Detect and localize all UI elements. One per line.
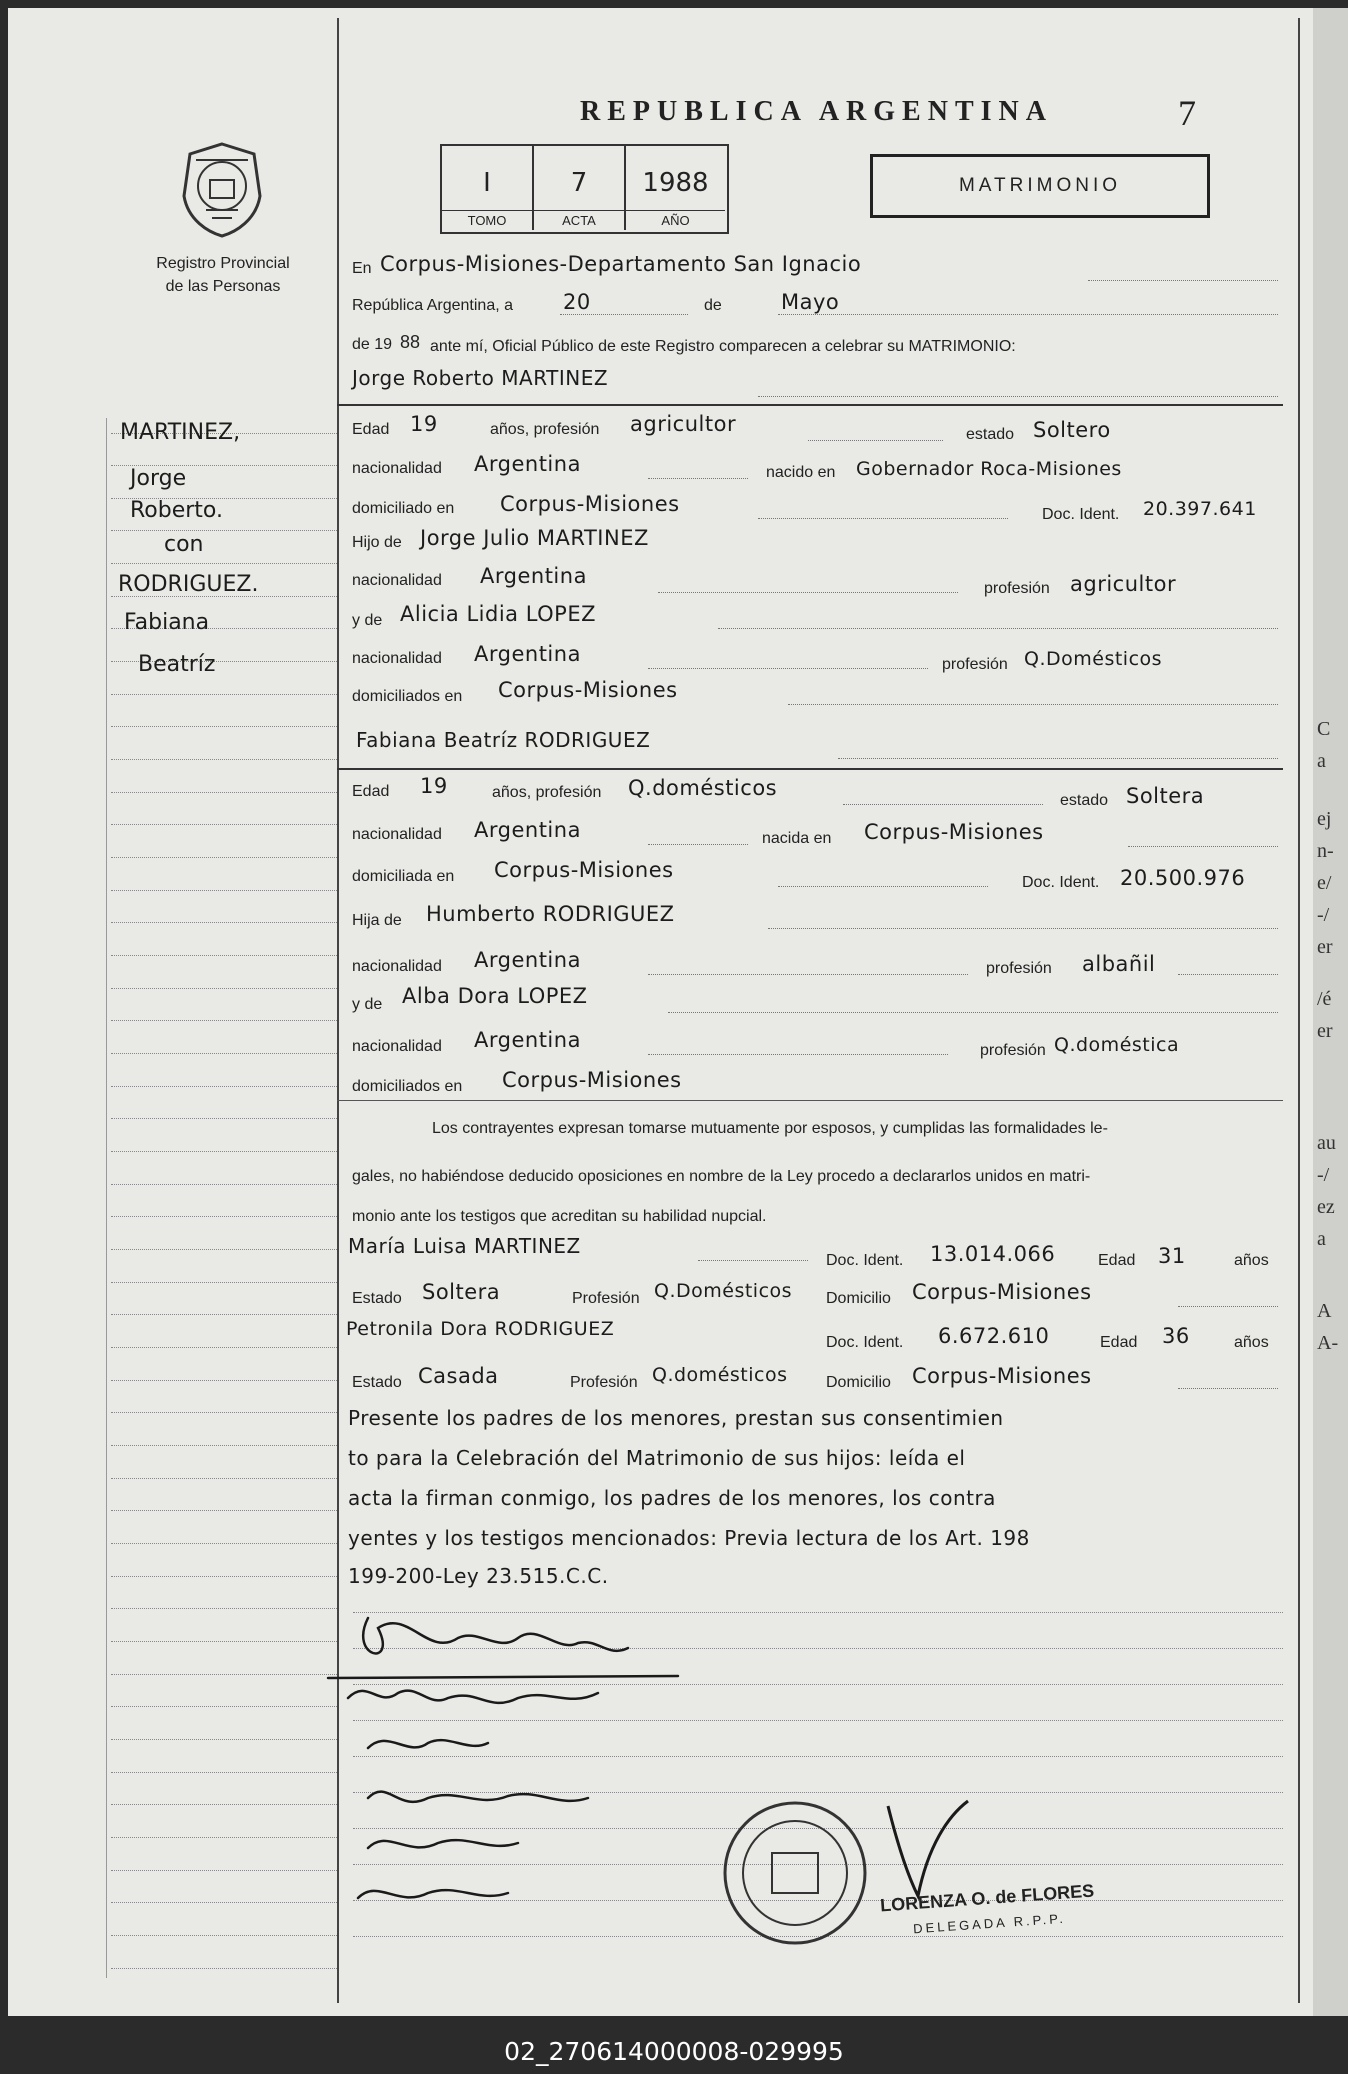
bride-nac-label: nacionalidad — [352, 826, 442, 843]
bride-domicilio: Corpus-Misiones — [494, 858, 674, 882]
org-line1: Registro Provincial — [156, 255, 290, 272]
handwritten-signatures — [308, 1598, 708, 1928]
day-value: 20 — [563, 290, 591, 314]
officer-name: LORENZA O. de FLORES — [879, 1880, 1095, 1916]
margin-note-line3: Roberto. — [130, 498, 223, 523]
bride-anos-prof-label: años, profesión — [492, 784, 602, 801]
witness1-doc-label: Doc. Ident. — [826, 1252, 904, 1269]
year-suffix: 88 — [400, 332, 421, 352]
witness1-domicilio: Corpus-Misiones — [912, 1280, 1092, 1304]
witness2-prof-label: Profesión — [570, 1374, 638, 1391]
bride-mother-nac-label: nacionalidad — [352, 1038, 442, 1055]
notes-line4: yentes y los testigos mencionados: Previa lectura de los Art. 198 — [348, 1526, 1030, 1550]
witness1-edad: 31 — [1158, 1244, 1186, 1268]
bride-edad-label: Edad — [352, 783, 390, 800]
witness2-doc: 6.672.610 — [938, 1324, 1050, 1348]
bride-father-prof-label: profesión — [986, 960, 1052, 977]
groom-nacionalidad: Argentina — [474, 452, 581, 476]
tomo-label: TOMO — [442, 210, 532, 228]
ano-cell — [626, 146, 725, 230]
officer-signature — [868, 1786, 988, 1906]
groom-dom-label: domiciliado en — [352, 500, 455, 517]
witness2-estado: Casada — [418, 1364, 499, 1388]
witness2-estado-label: Estado — [352, 1374, 402, 1391]
bride-nacida-en: Corpus-Misiones — [864, 820, 1044, 844]
groom-estado: Soltero — [1033, 418, 1111, 442]
bride-estado-label: estado — [1060, 792, 1109, 809]
bride-hija-label: Hija de — [352, 912, 402, 929]
groom-profesion: agricultor — [630, 412, 737, 436]
bride-mother-prof-label: profesión — [980, 1042, 1046, 1059]
registry-box — [440, 144, 729, 234]
bride-nacionalidad: Argentina — [474, 818, 581, 842]
en-label: En — [352, 260, 372, 277]
witness1-name: María Luisa MARTINEZ — [348, 1234, 581, 1258]
bride-parents-dom-label: domiciliados en — [352, 1078, 463, 1095]
ano-value: 1988 — [642, 168, 709, 198]
record-type-box: MATRIMONIO — [870, 154, 1210, 218]
witness2-edad-label: Edad — [1100, 1334, 1138, 1351]
bride-father-prof: albañil — [1082, 952, 1156, 976]
declaration-line3: monio ante los testigos que acreditan su habilidad nupcial. — [352, 1208, 767, 1225]
acta-label: ACTA — [534, 210, 624, 228]
groom-nacido-label: nacido en — [766, 464, 836, 481]
margin-note-line2: Jorge — [130, 466, 187, 491]
adjacent-page-letter: -/ — [1317, 904, 1330, 926]
adjacent-page-letter: er — [1317, 936, 1333, 958]
ano-label: AÑO — [626, 210, 725, 228]
year-prefix: de 19 — [352, 336, 393, 353]
groom-nac-label: nacionalidad — [352, 460, 442, 477]
bride-father: Humberto RODRIGUEZ — [426, 902, 675, 926]
bride-mother: Alba Dora LOPEZ — [402, 984, 588, 1008]
margin-note-line7: Beatríz — [138, 652, 216, 677]
document-page — [8, 8, 1313, 2016]
groom-nacido-en: Gobernador Roca-Misiones — [856, 458, 1122, 480]
official-seal-icon — [720, 1798, 870, 1948]
bride-father-nac: Argentina — [474, 948, 581, 972]
adjacent-page-letter: /é — [1317, 988, 1332, 1010]
declaration-line2: gales, no habiéndose deducido oposiciones en nombre de la Ley procedo a declararlos unidos en matri- — [352, 1168, 1091, 1185]
groom-parents-dom: Corpus-Misiones — [498, 678, 678, 702]
groom-domicilio: Corpus-Misiones — [500, 492, 680, 516]
image-id-footer: 02_270614000008-029995 — [504, 2037, 844, 2066]
witness2-edad: 36 — [1162, 1324, 1190, 1348]
adjacent-page-letter: ej — [1317, 808, 1332, 830]
bride-mother-prof: Q.doméstica — [1054, 1034, 1180, 1056]
right-margin-rule — [1298, 18, 1300, 2003]
bride-father-nac-label: nacionalidad — [352, 958, 442, 975]
adjacent-page-letter: A- — [1317, 1332, 1339, 1354]
adjacent-page-edge — [1313, 8, 1348, 2016]
groom-anos-prof-label: años, profesión — [490, 421, 600, 438]
witness2-profesion: Q.domésticos — [652, 1364, 788, 1386]
tomo-cell — [442, 146, 534, 230]
adjacent-page-letter: ez — [1317, 1196, 1335, 1218]
groom-mother-nac: Argentina — [474, 642, 581, 666]
groom-name: Jorge Roberto MARTINEZ — [352, 366, 609, 390]
month-value: Mayo — [781, 290, 840, 314]
witness2-name: Petronila Dora RODRIGUEZ — [346, 1318, 615, 1340]
witness1-edad-label: Edad — [1098, 1252, 1136, 1269]
witness1-estado: Soltera — [422, 1280, 501, 1304]
bride-mother-nac: Argentina — [474, 1028, 581, 1052]
notes-line3: acta la firman conmigo, los padres de los menores, los contra — [348, 1486, 996, 1510]
bride-nacida-label: nacida en — [762, 830, 832, 847]
witness1-doc: 13.014.066 — [930, 1242, 1056, 1266]
adjacent-page-letter: A — [1317, 1300, 1332, 1322]
groom-father-nac-label: nacionalidad — [352, 572, 442, 589]
adjacent-page-letter: er — [1317, 1020, 1333, 1042]
margin-note-line1: MARTINEZ, — [120, 420, 241, 445]
groom-edad-label: Edad — [352, 421, 390, 438]
groom-hijo-label: Hijo de — [352, 534, 402, 551]
acta-cell — [534, 146, 626, 230]
bride-dom-label: domiciliada en — [352, 868, 455, 885]
witness1-estado-label: Estado — [352, 1290, 402, 1307]
bride-doc-label: Doc. Ident. — [1022, 874, 1100, 891]
margin-note-line6: Fabiana — [124, 610, 210, 635]
page-title: REPUBLICA ARGENTINA — [580, 96, 1053, 127]
tomo-value: I — [483, 168, 491, 198]
page-number: 7 — [1178, 93, 1196, 133]
groom-doc-label: Doc. Ident. — [1042, 506, 1120, 523]
witness1-prof-label: Profesión — [572, 1290, 640, 1307]
witness2-domicilio: Corpus-Misiones — [912, 1364, 1092, 1388]
adjacent-page-letter: n- — [1317, 840, 1334, 862]
groom-mother-prof-label: profesión — [942, 656, 1008, 673]
adjacent-page-letter: e/ — [1317, 872, 1332, 894]
groom-father-prof-label: profesión — [984, 580, 1050, 597]
adjacent-page-letter: a — [1317, 1228, 1326, 1250]
groom-edad: 19 — [410, 412, 438, 436]
de-label: de — [704, 297, 722, 314]
groom-father-prof: agricultor — [1070, 572, 1177, 596]
witness2-dom-label: Domicilio — [826, 1374, 891, 1391]
bride-yde-label: y de — [352, 996, 383, 1013]
witness1-dom-label: Domicilio — [826, 1290, 891, 1307]
groom-mother-prof: Q.Domésticos — [1024, 648, 1163, 670]
groom-yde-label: y de — [352, 612, 383, 629]
groom-father: Jorge Julio MARTINEZ — [420, 526, 649, 550]
bride-parents-dom: Corpus-Misiones — [502, 1068, 682, 1092]
groom-doc: 20.397.641 — [1143, 498, 1257, 520]
bride-doc: 20.500.976 — [1120, 866, 1246, 890]
declaration-line1: Los contrayentes expresan tomarse mutuamente por esposos, y cumplidas las formalidades le- — [432, 1120, 1108, 1137]
groom-mother: Alicia Lidia LOPEZ — [400, 602, 597, 626]
bride-name: Fabiana Beatríz RODRIGUEZ — [356, 728, 651, 752]
republica-label: República Argentina, a — [352, 297, 513, 314]
adjacent-page-letter: a — [1317, 750, 1326, 772]
org-line2: de las Personas — [165, 278, 281, 295]
witness1-anos-label: años — [1234, 1252, 1269, 1269]
groom-mother-nac-label: nacionalidad — [352, 650, 442, 667]
witness2-anos-label: años — [1234, 1334, 1269, 1351]
witness1-profesion: Q.Domésticos — [654, 1280, 793, 1302]
margin-note-line4: con — [164, 532, 204, 557]
notes-line5: 199-200-Ley 23.515.C.C. — [348, 1564, 609, 1588]
groom-estado-label: estado — [966, 426, 1015, 443]
bride-profesion: Q.domésticos — [628, 776, 778, 800]
ante-text: ante mí, Oficial Público de este Registro comparecen a celebrar su MATRIMONIO: — [430, 338, 1016, 355]
acta-value: 7 — [570, 168, 588, 198]
bride-estado: Soltera — [1126, 784, 1205, 808]
bride-edad: 19 — [420, 774, 448, 798]
groom-parents-dom-label: domiciliados en — [352, 688, 463, 705]
provincial-crest-icon — [176, 140, 268, 240]
officer-title: DELEGADA R.P.P. — [912, 1910, 1067, 1937]
adjacent-page-letter: -/ — [1317, 1164, 1330, 1186]
fold-rule — [106, 418, 107, 1978]
adjacent-page-letter: au — [1317, 1132, 1336, 1154]
notes-line1: Presente los padres de los menores, prestan sus consentimien — [348, 1406, 1004, 1430]
adjacent-page-letter: C — [1317, 718, 1331, 740]
notes-line2: to para la Celebración del Matrimonio de sus hijos: leída el — [348, 1446, 966, 1470]
organization-name — [128, 252, 318, 298]
witness2-doc-label: Doc. Ident. — [826, 1334, 904, 1351]
margin-note-line5: RODRIGUEZ. — [118, 572, 259, 597]
groom-father-nac: Argentina — [480, 564, 587, 588]
place-value: Corpus-Misiones-Departamento San Ignacio — [380, 252, 862, 276]
